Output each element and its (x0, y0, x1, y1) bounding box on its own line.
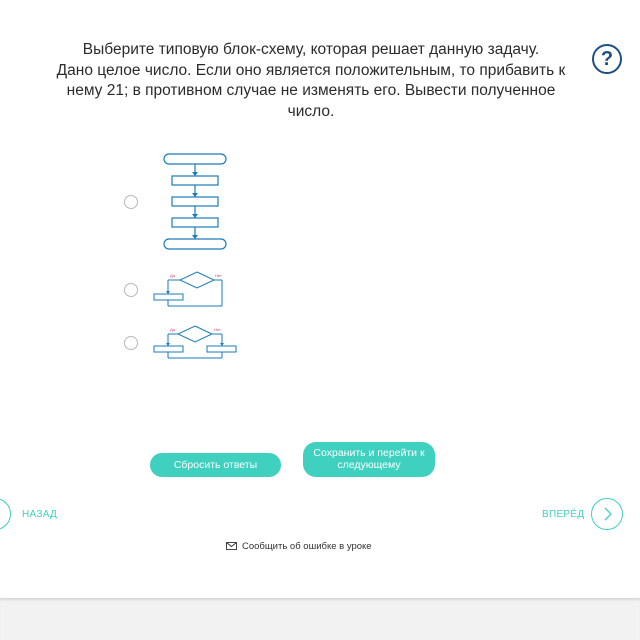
back-button[interactable] (0, 498, 11, 530)
option-3-diagram[interactable] (152, 324, 238, 364)
envelope-icon (226, 542, 237, 550)
report-error-label: Сообщить об ошибке в уроке (242, 540, 372, 552)
question-line-3: нему 21; в противном случае не изменять его. Вывести полученное (66, 82, 556, 99)
back-link[interactable]: НАЗАД (22, 509, 58, 520)
question-text (38, 40, 584, 122)
chevron-right-icon (592, 499, 622, 529)
option-3-yes-label: Да (170, 327, 175, 332)
option-3-no-label: Нет (214, 327, 221, 332)
report-error-link[interactable] (226, 539, 372, 553)
option-2-no-label: Нет (215, 273, 222, 278)
save-label-line-2: следующему (337, 459, 401, 471)
question-line-4: число. (287, 102, 335, 120)
page-footer-band (0, 598, 640, 640)
chevron-left-icon (0, 499, 10, 529)
option-3-radio[interactable] (124, 336, 138, 350)
branch-full-flowchart-icon (152, 324, 238, 364)
branch-incomplete-flowchart-icon (152, 270, 228, 310)
option-2-yes-label: Да (170, 273, 175, 278)
reset-answers-button[interactable] (150, 453, 281, 477)
help-button[interactable] (592, 44, 622, 74)
linear-flowchart-icon (160, 151, 232, 254)
option-2-radio[interactable] (124, 283, 138, 297)
question-line-1: Выберите типовую блок-схему, которая решает данную задачу. (82, 41, 540, 58)
save-label-line-1: Сохранить и перейти к (313, 447, 425, 459)
reset-answers-label: Сбросить ответы (173, 459, 258, 471)
option-1-radio[interactable] (124, 195, 138, 209)
option-2-diagram[interactable] (152, 270, 228, 310)
question-line-2: Дано целое число. Если оно является положительным, то прибавить к (56, 61, 566, 79)
question-mark-icon: ? (600, 48, 614, 70)
forward-button[interactable] (591, 498, 623, 530)
save-and-next-button[interactable] (303, 442, 435, 477)
forward-link[interactable]: ВПЕРЁД (542, 509, 585, 520)
option-1-diagram[interactable] (160, 151, 232, 254)
